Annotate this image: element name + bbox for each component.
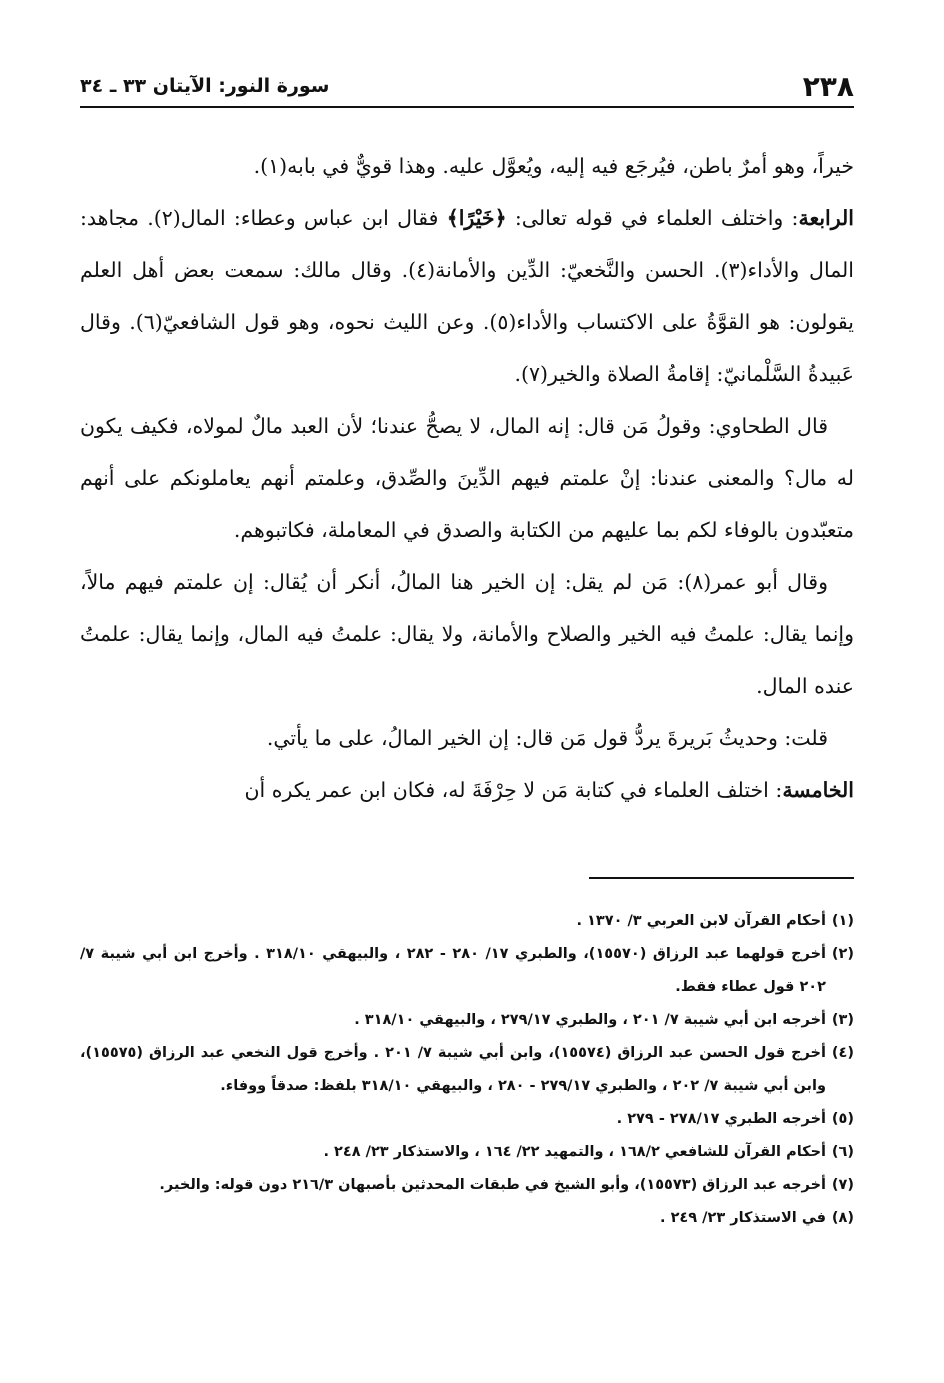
- paragraph-3: [80, 400, 854, 556]
- footnote: [80, 905, 854, 938]
- footnote-number: (٤): [831, 1045, 854, 1061]
- page-header: [80, 66, 854, 108]
- footnote-number: (٥): [831, 1111, 854, 1127]
- footnote-divider: [589, 877, 854, 879]
- footnote: [80, 1136, 854, 1169]
- paragraph-1: [80, 140, 854, 192]
- running-title: سورة النور: الآيتان ٣٣ ـ ٣٤: [80, 75, 330, 97]
- footnotes: [80, 905, 854, 1235]
- paragraph-6-text: : اختلف العلماء في كتابة مَن لا حِرْفَةَ له، فكان ابن عمر يكره أن: [244, 778, 783, 802]
- footnote-number: (٦): [831, 1144, 854, 1160]
- footnote: [80, 1004, 854, 1037]
- footnote-number: (١): [831, 913, 854, 929]
- footnote: [80, 1037, 854, 1103]
- footnote: [80, 1169, 854, 1202]
- footnote-number: (٣): [831, 1012, 854, 1028]
- footnote-number: (٧): [831, 1177, 854, 1193]
- paragraph-3-text: قال الطحاوي: وقولُ مَن قال: إنه المال، لا يصحُّ عندنا؛ لأن العبد مالٌ لمولاه، فكيف يكون له مال؟ والمعنى عندنا: إنْ علمتم فيهم الدِّينَ والصِّدق، وعلمتم أنهم يعاملونكم على أنهم متعبّدون بالوفاء لكم بما عليهم من الكتابة والصدق في المعاملة، فكاتبوهم.: [80, 414, 854, 542]
- footnote-text: أخرج قول الحسن عبد الرزاق (١٥٥٧٤)، وابن أبي شيبة ٧/ ٢٠١ . وأخرج قول النخعي عبد الرزاق (١٥٥٧٥)، وابن أبي شيبة ٧/ ٢٠٢ ، والطبري ٢٧٩/١٧ - ٢٨٠ ، والبيهقي ٣١٨/١٠ بلفظ: صدقاً ووفاء.: [80, 1045, 826, 1094]
- paragraph-4-text: وقال أبو عمر(٨): مَن لم يقل: إن الخير هنا المالُ، أنكر أن يُقال: إن علمتم فيهم مالاً، وإنما يقال: علمتُ فيه الخير والصلاح والأمانة، ولا يقال: علمتُ فيه المال، وإنما يقال: علمتُ عنده المال.: [80, 570, 854, 698]
- footnote: [80, 1103, 854, 1136]
- footnote-text: أخرجه الطبري ٢٧٨/١٧ - ٢٧٩ .: [616, 1111, 826, 1127]
- paragraph-6: [80, 764, 854, 816]
- footnote-text: أخرجه عبد الرزاق (١٥٥٧٣)، وأبو الشيخ في طبقات المحدثين بأصبهان ٢١٦/٣ دون قوله: والخير.: [159, 1177, 826, 1193]
- section-heading-fifth: الخامسة: [782, 778, 854, 802]
- page-number: ٢٣٨: [802, 69, 854, 103]
- footnote-text: أخرجه ابن أبي شيبة ٧/ ٢٠١ ، والطبري ٢٧٩/١٧ ، والبيهقي ٣١٨/١٠ .: [354, 1012, 826, 1028]
- paragraph-1-text: خيراً، وهو أمرٌ باطن، فيُرجَع فيه إليه، ويُعوَّل عليه. وهذا قويٌّ في بابه(١).: [253, 154, 854, 178]
- paragraph-2-text-a: : واختلف العلماء في قوله تعالى:: [506, 206, 799, 230]
- footnote: [80, 938, 854, 1004]
- section-heading-fourth: الرابعة: [798, 206, 855, 230]
- paragraph-5: [80, 712, 854, 764]
- footnote: [80, 1202, 854, 1235]
- footnote-number: (٨): [831, 1210, 854, 1226]
- footnote-text: في الاستذكار ٢٣/ ٢٤٩ .: [660, 1210, 826, 1226]
- footnote-number: (٢): [831, 946, 854, 962]
- footnote-text: أخرج قولهما عبد الرزاق (١٥٥٧٠)، والطبري ١٧/ ٢٨٠ - ٢٨٢ ، والبيهقي ٣١٨/١٠ . وأخرج ابن أبي شيبة ٧/ ٢٠٢ قول عطاء فقط.: [80, 946, 826, 995]
- footnote-text: أحكام القرآن للشافعي ١٦٨/٢ ، والتمهيد ٢٢/ ١٦٤ ، والاستذكار ٢٣/ ٢٤٨ .: [323, 1144, 826, 1160]
- quran-quote: ﴿خَيْرًا﴾: [446, 206, 507, 230]
- footnote-text: أحكام القرآن لابن العربي ٣/ ١٣٧٠ .: [576, 913, 826, 929]
- paragraph-5-text: قلت: وحديثُ بَريرةَ يردُّ قول مَن قال: إن الخير المالُ، على ما يأتي.: [266, 726, 828, 750]
- paragraph-2: [80, 192, 854, 400]
- paragraph-4: [80, 556, 854, 712]
- main-text: [80, 140, 854, 816]
- paragraph-2-text-b: فقال ابن عباس وعطاء: المال(٢). مجاهد: المال والأداء(٣). الحسن والنَّخعيّ: الدِّين والأمانة(٤). وقال مالك: سمعت بعض أهل العلم يقولون: هو القوَّةُ على الاكتساب والأداء(٥). وعن الليث نحوه، وهو قول الشافعيّ(٦). وقال عَبيدةُ السَّلْمانيّ: إقامةُ الصلاة والخير(٧).: [80, 206, 854, 386]
